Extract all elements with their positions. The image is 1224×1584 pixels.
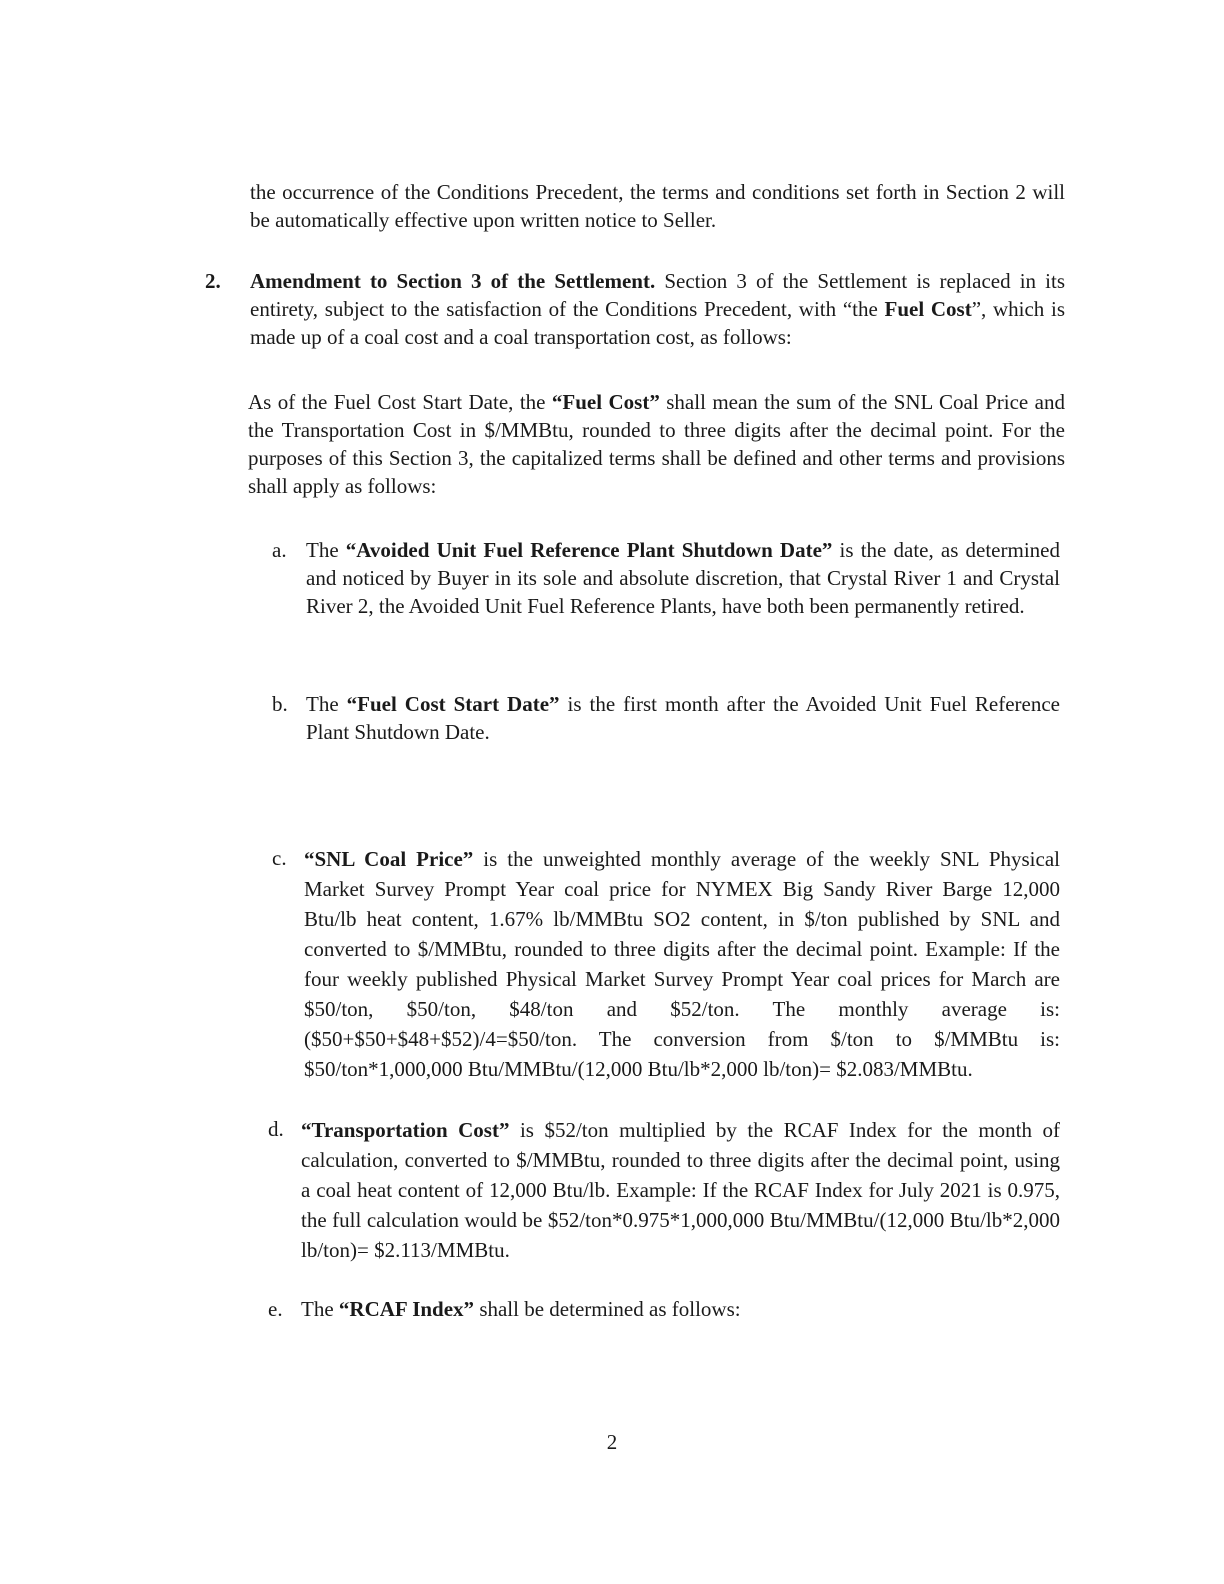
- item-c-term: “SNL Coal Price”: [304, 847, 474, 871]
- item-d-term: “Transportation Cost”: [301, 1118, 510, 1142]
- section-text-1: Section 3 of the Settlement is replaced in its entirety, subject to the satisfaction of the Conditions Precedent, with “the: [250, 269, 1065, 321]
- intro-paragraph: [250, 178, 1065, 234]
- item-b-text: [306, 690, 1060, 746]
- item-d-label: d.: [268, 1117, 284, 1141]
- item-a-body: is the date, as determined and noticed by Buyer in its sole and absolute discretion, that Crystal River 1 and Crystal River 2, the Avoided Unit Fuel Reference Plants, have both been permanently retired.: [306, 538, 1060, 618]
- item-c-label: c.: [272, 846, 287, 870]
- fuel-cost-definition-paragraph: [248, 388, 1065, 500]
- section-heading: Amendment to Section 3 of the Settlement.: [250, 269, 656, 293]
- item-d-text: [301, 1115, 1060, 1265]
- item-a-pre: The: [306, 538, 346, 562]
- item-e-term: “RCAF Index”: [338, 1297, 475, 1321]
- para2-bold-term: “Fuel Cost”: [551, 390, 660, 414]
- intro-text: the occurrence of the Conditions Precedent, the terms and conditions set forth in Section 2 will be automatically effective upon written notice to Seller.: [250, 180, 1065, 232]
- item-c-body: is the unweighted monthly average of the weekly SNL Physical Market Survey Prompt Year coal price for NYMEX Big Sandy River Barge 12,000 Btu/lb heat content, 1.67% lb/MMBtu SO2 content, in $/ton published by SNL and converted to $/MMBtu, rounded to three digits after the decimal point. Example: If the four weekly published Physical Market Survey Prompt Year coal prices for March are $50/ton, $50/ton, $48/ton and $52/ton. The monthly average is: ($50+$50+$48+$52)/4=$50/ton. The conversion from $/ton to $/MMBtu is: $50/ton*1,000,000 Btu/MMBtu/(12,000 Btu/lb*2,000 lb/ton)= $2.083/MMBtu.: [304, 847, 1060, 1081]
- section-2-paragraph: [250, 267, 1065, 351]
- item-b-label: b.: [272, 692, 288, 716]
- page-number: 2: [606, 1430, 618, 1454]
- section-text-2: ”, which is made up of a coal cost and a coal transportation cost, as follows:: [250, 297, 1065, 349]
- item-e-text: [301, 1295, 1060, 1323]
- item-b-term: “Fuel Cost Start Date”: [346, 692, 560, 716]
- item-a-label: a.: [272, 538, 287, 562]
- item-e-label: e.: [268, 1297, 283, 1321]
- para2-text-2: shall mean the sum of the SNL Coal Price and the Transportation Cost in $/MMBtu, rounded to three digits after the decimal point. For the purposes of this Section 3, the capitalized terms shall be defined and other terms and provisions shall apply as follows:: [248, 390, 1065, 498]
- section-bold-term: Fuel Cost: [884, 297, 972, 321]
- item-e-body: shall be determined as follows:: [474, 1297, 741, 1321]
- para2-text-1: As of the Fuel Cost Start Date, the: [248, 390, 552, 414]
- item-c-text: [304, 844, 1060, 1084]
- item-b-pre: The: [306, 692, 347, 716]
- item-a-term: “Avoided Unit Fuel Reference Plant Shutdown Date”: [345, 538, 833, 562]
- item-b-body: is the first month after the Avoided Unit Fuel Reference Plant Shutdown Date.: [306, 692, 1060, 744]
- section-number: 2.: [205, 269, 221, 293]
- item-e-pre: The: [301, 1297, 339, 1321]
- item-a-text: [306, 536, 1060, 620]
- item-d-body: is $52/ton multiplied by the RCAF Index for the month of calculation, converted to $/MMBtu, rounded to three digits after the decimal point, using a coal heat content of 12,000 Btu/lb. Example: If the RCAF Index for July 2021 is 0.975, the full calculation would be $52/ton*0.975*1,000,000 Btu/MMBtu/(12,000 Btu/lb*2,000 lb/ton)= $2.113/MMBtu.: [301, 1118, 1061, 1262]
